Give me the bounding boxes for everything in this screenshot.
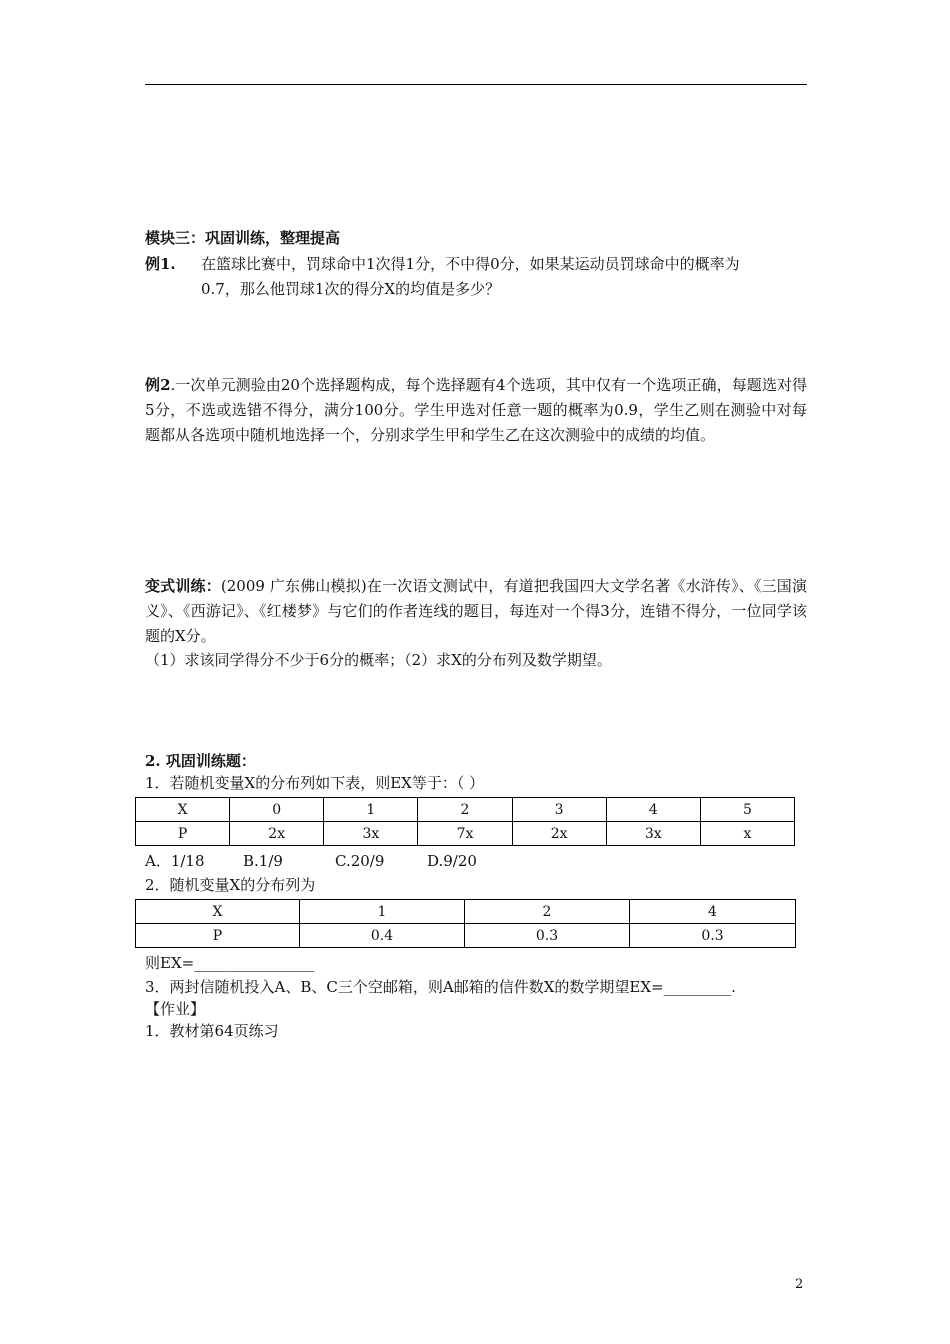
table-cell: 1 xyxy=(324,798,418,822)
table-cell: 0.3 xyxy=(630,924,796,948)
table-row xyxy=(136,822,795,846)
table-row xyxy=(136,798,795,822)
table-cell: x xyxy=(700,822,794,846)
practice-q2-answer: 则EX=________________ xyxy=(145,954,315,972)
table-cell: 3x xyxy=(324,822,418,846)
table-cell: X xyxy=(136,798,230,822)
table-cell: 1 xyxy=(300,900,465,924)
table-cell: 2x xyxy=(230,822,324,846)
practice-q2-stem: 2．随机变量X的分布列为 xyxy=(145,876,316,894)
example-2-text: .一次单元测验由20个选择题构成，每个选择题有4个选项，其中仅有一个选项正确，每题选对得5分，不选或选错不得分，满分100分。学生甲选对任意一题的概率为0.9，学生乙则在测验中对每题都从各选项中随机地选择一个，分别求学生甲和学生乙在这次测验中的成绩的均值。 xyxy=(145,376,808,444)
table-row xyxy=(136,900,796,924)
page-number: 2 xyxy=(795,1277,804,1292)
option-c: C.20/9 xyxy=(335,852,385,870)
table-cell: 2 xyxy=(418,798,512,822)
example-1-line2: 0.7，那么他罚球1次的得分X的均值是多少？ xyxy=(201,280,501,298)
practice-q1-stem: 1．若随机变量X的分布列如下表，则EX等于：（ ） xyxy=(145,774,485,792)
example-1-label: 例1. xyxy=(145,255,176,273)
table-cell: X xyxy=(136,900,300,924)
option-d: D.9/20 xyxy=(427,852,477,870)
example-2 xyxy=(145,373,807,448)
variant-text: (2009 广东佛山模拟)在一次语文测试中，有道把我国四大文学名著《水浒传》、《三国演义》、《西游记》、《红楼梦》与它们的作者连线的题目，每连对一个得3分，连错不得分，一位同学该题的X分。 xyxy=(145,577,807,645)
homework-item-1: 1．教材第64页练习 xyxy=(145,1022,279,1040)
example-2-label: 例2 xyxy=(145,376,171,394)
option-b: B.1/9 xyxy=(243,852,283,870)
table-cell: 7x xyxy=(418,822,512,846)
variant-exercise xyxy=(145,574,807,649)
variant-q1: （1）求该同学得分不少于6分的概率； xyxy=(145,651,405,669)
practice-q1-options xyxy=(145,850,807,872)
table-cell: P xyxy=(136,924,300,948)
table-cell: 4 xyxy=(630,900,796,924)
practice-q3: 3．两封信随机投入A、B、C三个空邮箱，则A邮箱的信件数X的数学期望EX=_________. xyxy=(145,978,736,996)
table-cell: P xyxy=(136,822,230,846)
variant-label: 变式训练： xyxy=(145,577,221,595)
table-row xyxy=(136,924,796,948)
module-title: 模块三：巩固训练，整理提高 xyxy=(145,229,341,247)
table-cell: 5 xyxy=(700,798,794,822)
variant-questions xyxy=(145,648,807,673)
example-1 xyxy=(145,252,807,302)
table-cell: 4 xyxy=(606,798,700,822)
table-cell: 0.3 xyxy=(465,924,630,948)
table-cell: 2 xyxy=(465,900,630,924)
distribution-table-2 xyxy=(135,899,796,948)
example-1-line1: 在篮球比赛中，罚球命中1次得1分，不中得0分，如果某运动员罚球命中的概率为 xyxy=(201,255,740,273)
table-cell: 0 xyxy=(230,798,324,822)
table-cell: 3 xyxy=(512,798,606,822)
header-rule xyxy=(145,84,807,85)
table-cell: 2x xyxy=(512,822,606,846)
homework-title: 【作业】 xyxy=(145,1000,206,1018)
distribution-table-1 xyxy=(135,797,795,846)
variant-q2: （2）求X的分布列及数学期望。 xyxy=(404,651,612,669)
option-a: A．1/18 xyxy=(145,852,205,870)
practice-title: 2. 巩固训练题： xyxy=(145,752,256,770)
table-cell: 3x xyxy=(606,822,700,846)
table-cell: 0.4 xyxy=(300,924,465,948)
